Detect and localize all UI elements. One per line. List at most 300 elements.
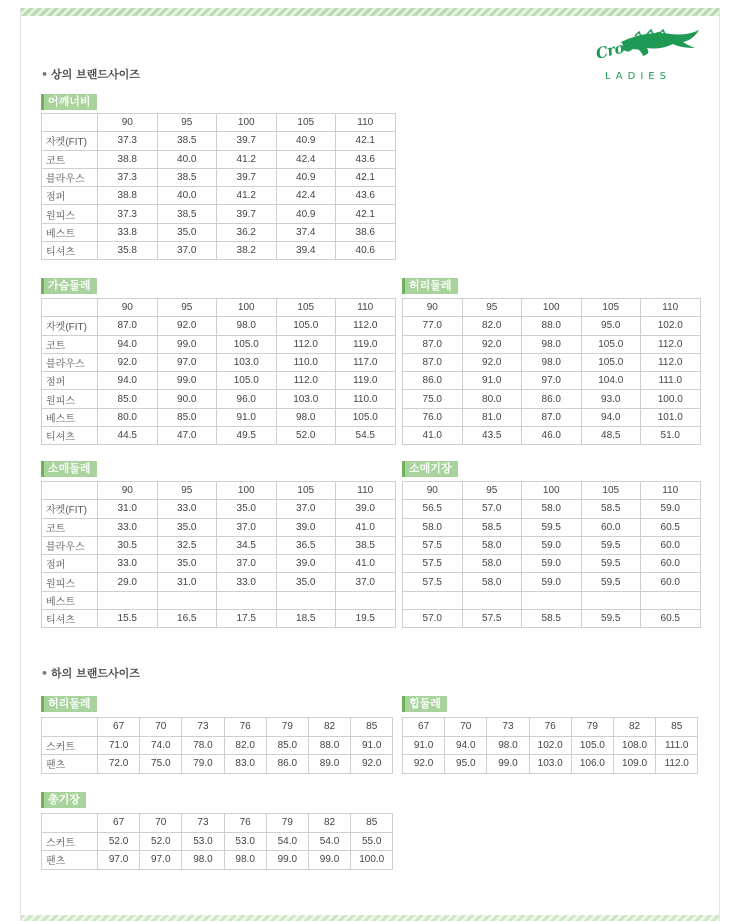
row-header: 원피스 (42, 390, 98, 408)
table-cell: 91.0 (351, 736, 393, 755)
column-header: 105 (276, 299, 336, 317)
table-row (42, 536, 396, 554)
row-header: 베스트 (42, 591, 98, 609)
table-header-row (403, 299, 701, 317)
table-cell: 41.0 (336, 555, 396, 573)
table-cell: 57.5 (403, 555, 463, 573)
table-cell: 85.0 (157, 408, 217, 426)
table-cell: 54.0 (266, 832, 308, 851)
table-cell: 42.4 (276, 150, 336, 168)
table-cell: 39.4 (276, 242, 336, 260)
column-header: 90 (98, 482, 158, 500)
table-cell: 60.5 (641, 610, 701, 628)
table-cell: 112.0 (276, 335, 336, 353)
table-cell (276, 591, 336, 609)
table-cell: 101.0 (641, 408, 701, 426)
table-cell: 39.0 (336, 500, 396, 518)
table-cell: 110.0 (336, 390, 396, 408)
table-cell: 99.0 (308, 851, 350, 870)
corner-cell (42, 718, 98, 737)
column-header: 79 (266, 814, 308, 833)
corner-cell (42, 299, 98, 317)
table-cell: 79.0 (182, 755, 224, 774)
table-row (42, 610, 396, 628)
table-cell: 54.0 (308, 832, 350, 851)
table-cell: 90.0 (157, 390, 217, 408)
table-cell: 39.7 (217, 168, 277, 186)
table-cell: 42.4 (276, 187, 336, 205)
table-cell: 87.0 (403, 335, 463, 353)
table-cell: 36.2 (217, 223, 277, 241)
table-cell: 32.5 (157, 536, 217, 554)
table-cell: 46.0 (522, 427, 582, 445)
table-cell: 99.0 (487, 755, 529, 774)
table-cell: 39.0 (276, 518, 336, 536)
row-header: 점퍼 (42, 187, 98, 205)
table-row (42, 500, 396, 518)
table-cell: 40.9 (276, 132, 336, 150)
table-row (42, 353, 396, 371)
table-cell: 92.0 (98, 353, 158, 371)
table-cell: 109.0 (613, 755, 655, 774)
table-cell: 91.0 (462, 372, 522, 390)
upper-table-3 (41, 481, 396, 628)
column-header: 85 (351, 718, 393, 737)
table-cell: 87.0 (98, 317, 158, 335)
row-header: 원피스 (42, 573, 98, 591)
table-row (42, 390, 396, 408)
table-cell: 40.0 (157, 187, 217, 205)
table-cell: 95.0 (445, 755, 487, 774)
column-header: 82 (308, 814, 350, 833)
table-header-row (42, 299, 396, 317)
table-cell (157, 591, 217, 609)
table-cell: 15.5 (98, 610, 158, 628)
table-cell: 41.0 (403, 427, 463, 445)
table-cell: 37.0 (217, 518, 277, 536)
table-cell: 85.0 (266, 736, 308, 755)
row-header: 코트 (42, 335, 98, 353)
table-cell: 97.0 (522, 372, 582, 390)
column-header: 110 (336, 299, 396, 317)
table-cell: 52.0 (276, 427, 336, 445)
table-cell: 39.0 (276, 555, 336, 573)
table-cell: 75.0 (403, 390, 463, 408)
table-cell: 92.0 (351, 755, 393, 774)
table-cell: 105.0 (217, 335, 277, 353)
table-cell: 41.2 (217, 150, 277, 168)
table-cell: 38.8 (98, 187, 158, 205)
table-row (403, 518, 701, 536)
table-cell: 76.0 (403, 408, 463, 426)
table-cell: 37.3 (98, 132, 158, 150)
table-cell: 71.0 (98, 736, 140, 755)
table-cell: 60.0 (581, 518, 641, 536)
table-cell: 92.0 (462, 353, 522, 371)
table-cell: 96.0 (217, 390, 277, 408)
column-header: 79 (571, 718, 613, 737)
upper-label-1: 가슴둘레 (41, 278, 97, 294)
table-cell: 98.0 (182, 851, 224, 870)
table-cell (522, 591, 582, 609)
table-cell: 35.0 (276, 573, 336, 591)
table-cell: 33.8 (98, 223, 158, 241)
table-cell: 59.5 (581, 610, 641, 628)
table-cell: 93.0 (581, 390, 641, 408)
table-cell: 31.0 (157, 573, 217, 591)
table-row (42, 132, 396, 150)
column-header: 105 (581, 482, 641, 500)
table-cell: 31.0 (98, 500, 158, 518)
row-header: 팬츠 (42, 851, 98, 870)
table-row (403, 335, 701, 353)
bullet-icon: • (41, 667, 49, 680)
table-row (42, 168, 396, 186)
table-cell: 36.5 (276, 536, 336, 554)
table-cell: 81.0 (462, 408, 522, 426)
table-cell: 37.3 (98, 168, 158, 186)
table-cell: 35.0 (217, 500, 277, 518)
table-row (403, 390, 701, 408)
row-header: 코트 (42, 150, 98, 168)
table-row (42, 223, 396, 241)
table-cell: 34.5 (217, 536, 277, 554)
row-header: 자켓(FIT) (42, 132, 98, 150)
lower-table-0 (41, 717, 393, 774)
table-cell: 51.0 (641, 427, 701, 445)
table-row (403, 755, 698, 774)
table-cell: 111.0 (641, 372, 701, 390)
table-cell: 58.0 (462, 536, 522, 554)
size-chart-page (20, 8, 720, 921)
table-row (403, 536, 701, 554)
lower-label-1: 힙둘레 (402, 696, 447, 712)
upper-table-1 (41, 298, 396, 445)
table-header-row (42, 114, 396, 132)
table-cell: 82.0 (462, 317, 522, 335)
table-row (42, 573, 396, 591)
table-cell: 57.5 (462, 610, 522, 628)
table-cell: 105.0 (581, 353, 641, 371)
table-cell: 38.5 (157, 205, 217, 223)
table-cell: 40.9 (276, 168, 336, 186)
table-cell: 105.0 (217, 372, 277, 390)
table-cell: 52.0 (140, 832, 182, 851)
table-cell: 77.0 (403, 317, 463, 335)
upper-label-2: 허리둘레 (402, 278, 458, 294)
table-cell: 85.0 (98, 390, 158, 408)
column-header: 95 (462, 482, 522, 500)
table-cell: 111.0 (656, 736, 698, 755)
row-header: 베스트 (42, 223, 98, 241)
table-cell: 57.0 (462, 500, 522, 518)
table-cell: 55.0 (351, 832, 393, 851)
table-cell: 58.5 (462, 518, 522, 536)
table-cell: 38.5 (157, 168, 217, 186)
table-cell: 112.0 (641, 353, 701, 371)
table-cell: 105.0 (276, 317, 336, 335)
table-cell: 49.5 (217, 427, 277, 445)
column-header: 76 (224, 718, 266, 737)
table-cell: 86.0 (403, 372, 463, 390)
upper-label-3: 소매둘레 (41, 461, 97, 477)
row-header: 스커트 (42, 832, 98, 851)
table-cell: 105.0 (581, 335, 641, 353)
table-cell: 33.0 (98, 555, 158, 573)
column-header: 90 (98, 114, 158, 132)
table-cell: 88.0 (522, 317, 582, 335)
table-cell: 99.0 (157, 335, 217, 353)
column-header: 105 (276, 114, 336, 132)
table-cell: 40.6 (336, 242, 396, 260)
table-cell: 72.0 (98, 755, 140, 774)
table-cell: 58.0 (462, 555, 522, 573)
table-cell (336, 591, 396, 609)
table-cell: 37.0 (157, 242, 217, 260)
table-cell: 98.0 (522, 335, 582, 353)
row-header: 블라우스 (42, 353, 98, 371)
table-cell: 103.0 (217, 353, 277, 371)
table-cell: 99.0 (266, 851, 308, 870)
brand-sub: LADIES (605, 71, 671, 82)
column-header: 110 (336, 114, 396, 132)
table-header-row (42, 814, 393, 833)
table-row (42, 150, 396, 168)
table-cell: 29.0 (98, 573, 158, 591)
table-cell (581, 591, 641, 609)
table-cell: 43.6 (336, 150, 396, 168)
lower-section-title: • 하의 브랜드사이즈 (41, 667, 140, 680)
table-cell: 43.6 (336, 187, 396, 205)
table-cell: 105.0 (336, 408, 396, 426)
table-cell: 91.0 (217, 408, 277, 426)
top-stripe (21, 8, 719, 16)
table-header-row (42, 718, 393, 737)
table-cell: 59.0 (522, 573, 582, 591)
table-cell: 59.5 (581, 536, 641, 554)
column-header: 67 (98, 814, 140, 833)
table-cell: 52.0 (98, 832, 140, 851)
table-cell (403, 591, 463, 609)
table-cell: 94.0 (98, 372, 158, 390)
upper-table-0 (41, 113, 396, 260)
column-header: 100 (217, 114, 277, 132)
table-cell: 17.5 (217, 610, 277, 628)
column-header: 82 (613, 718, 655, 737)
table-cell: 57.0 (403, 610, 463, 628)
table-cell: 59.5 (581, 555, 641, 573)
table-cell: 48.5 (581, 427, 641, 445)
row-header: 원피스 (42, 205, 98, 223)
column-header: 100 (217, 482, 277, 500)
table-cell: 60.0 (641, 536, 701, 554)
table-cell: 94.0 (98, 335, 158, 353)
table-cell: 112.0 (336, 317, 396, 335)
table-cell: 47.0 (157, 427, 217, 445)
table-row (403, 610, 701, 628)
table-cell: 94.0 (445, 736, 487, 755)
table-cell: 102.0 (641, 317, 701, 335)
column-header: 85 (351, 814, 393, 833)
table-row (42, 187, 396, 205)
table-cell: 58.5 (581, 500, 641, 518)
column-header: 73 (182, 718, 224, 737)
table-cell: 106.0 (571, 755, 613, 774)
table-cell: 95.0 (581, 317, 641, 335)
table-cell: 59.5 (581, 573, 641, 591)
row-header: 티셔츠 (42, 610, 98, 628)
upper-label-4: 소매기장 (402, 461, 458, 477)
table-cell: 57.5 (403, 573, 463, 591)
bullet-icon: • (41, 68, 49, 81)
row-header: 블라우스 (42, 536, 98, 554)
table-cell: 83.0 (224, 755, 266, 774)
table-cell: 40.9 (276, 205, 336, 223)
table-cell: 102.0 (529, 736, 571, 755)
table-cell: 59.0 (641, 500, 701, 518)
row-header: 점퍼 (42, 372, 98, 390)
brand-script: Crocodile (593, 27, 672, 63)
table-header-row (403, 718, 698, 737)
column-header: 95 (157, 299, 217, 317)
table-cell: 91.0 (403, 736, 445, 755)
table-cell: 92.0 (403, 755, 445, 774)
table-row (42, 335, 396, 353)
table-row (403, 372, 701, 390)
column-header: 90 (98, 299, 158, 317)
table-cell: 92.0 (462, 335, 522, 353)
column-header: 110 (641, 299, 701, 317)
table-cell: 75.0 (140, 755, 182, 774)
table-cell: 59.0 (522, 536, 582, 554)
table-cell: 86.0 (522, 390, 582, 408)
table-cell: 38.8 (98, 150, 158, 168)
table-cell: 94.0 (581, 408, 641, 426)
brand-logo (591, 26, 703, 86)
table-cell: 33.0 (217, 573, 277, 591)
column-header: 67 (403, 718, 445, 737)
table-row (42, 427, 396, 445)
table-row (403, 427, 701, 445)
table-cell: 35.0 (157, 518, 217, 536)
table-cell: 54.5 (336, 427, 396, 445)
table-cell: 88.0 (308, 736, 350, 755)
table-row (403, 353, 701, 371)
table-cell: 99.0 (157, 372, 217, 390)
table-cell: 119.0 (336, 335, 396, 353)
table-cell: 103.0 (276, 390, 336, 408)
table-cell: 57.5 (403, 536, 463, 554)
corner-cell (42, 114, 98, 132)
table-cell: 117.0 (336, 353, 396, 371)
column-header: 105 (276, 482, 336, 500)
table-cell: 33.0 (98, 518, 158, 536)
table-cell: 40.0 (157, 150, 217, 168)
table-cell (462, 591, 522, 609)
row-header: 자켓(FIT) (42, 500, 98, 518)
table-cell: 112.0 (641, 335, 701, 353)
upper-label-0: 어깨너비 (41, 94, 97, 110)
row-header: 점퍼 (42, 555, 98, 573)
table-row (42, 408, 396, 426)
table-cell: 38.2 (217, 242, 277, 260)
column-header: 85 (656, 718, 698, 737)
table-header-row (403, 482, 701, 500)
table-cell: 38.5 (157, 132, 217, 150)
column-header: 70 (140, 718, 182, 737)
table-cell: 35.0 (157, 223, 217, 241)
table-cell: 97.0 (98, 851, 140, 870)
table-cell: 97.0 (157, 353, 217, 371)
column-header: 76 (224, 814, 266, 833)
table-cell: 87.0 (403, 353, 463, 371)
table-row (403, 736, 698, 755)
bottom-stripe (21, 915, 719, 921)
table-cell: 44.5 (98, 427, 158, 445)
table-cell (98, 591, 158, 609)
table-cell: 98.0 (217, 317, 277, 335)
table-cell: 37.0 (336, 573, 396, 591)
table-cell: 43.5 (462, 427, 522, 445)
table-cell: 58.0 (403, 518, 463, 536)
table-cell: 41.0 (336, 518, 396, 536)
table-cell: 60.0 (641, 573, 701, 591)
column-header: 73 (182, 814, 224, 833)
table-cell: 78.0 (182, 736, 224, 755)
table-cell: 98.0 (276, 408, 336, 426)
table-cell (217, 591, 277, 609)
table-cell: 38.6 (336, 223, 396, 241)
table-row (42, 242, 396, 260)
row-header: 코트 (42, 518, 98, 536)
table-cell: 37.4 (276, 223, 336, 241)
lower-table-1 (402, 717, 698, 774)
table-cell: 100.0 (641, 390, 701, 408)
row-header: 티셔츠 (42, 242, 98, 260)
table-cell: 110.0 (276, 353, 336, 371)
table-cell: 39.7 (217, 205, 277, 223)
column-header: 100 (522, 299, 582, 317)
column-header: 95 (157, 482, 217, 500)
table-cell: 119.0 (336, 372, 396, 390)
table-cell: 92.0 (157, 317, 217, 335)
table-cell: 112.0 (656, 755, 698, 774)
table-row (42, 832, 393, 851)
row-header: 팬츠 (42, 755, 98, 774)
table-cell: 37.0 (217, 555, 277, 573)
column-header: 70 (445, 718, 487, 737)
table-cell: 87.0 (522, 408, 582, 426)
column-header: 67 (98, 718, 140, 737)
table-cell: 97.0 (140, 851, 182, 870)
column-header: 105 (581, 299, 641, 317)
table-cell: 53.0 (224, 832, 266, 851)
table-cell: 60.0 (641, 555, 701, 573)
table-cell: 53.0 (182, 832, 224, 851)
upper-table-2 (402, 298, 701, 445)
table-cell: 38.5 (336, 536, 396, 554)
table-cell: 59.0 (522, 555, 582, 573)
row-header: 베스트 (42, 408, 98, 426)
table-row (42, 317, 396, 335)
table-cell: 60.5 (641, 518, 701, 536)
column-header: 82 (308, 718, 350, 737)
column-header: 70 (140, 814, 182, 833)
table-cell: 98.0 (487, 736, 529, 755)
table-cell: 56.5 (403, 500, 463, 518)
table-cell: 105.0 (571, 736, 613, 755)
row-header: 스커트 (42, 736, 98, 755)
